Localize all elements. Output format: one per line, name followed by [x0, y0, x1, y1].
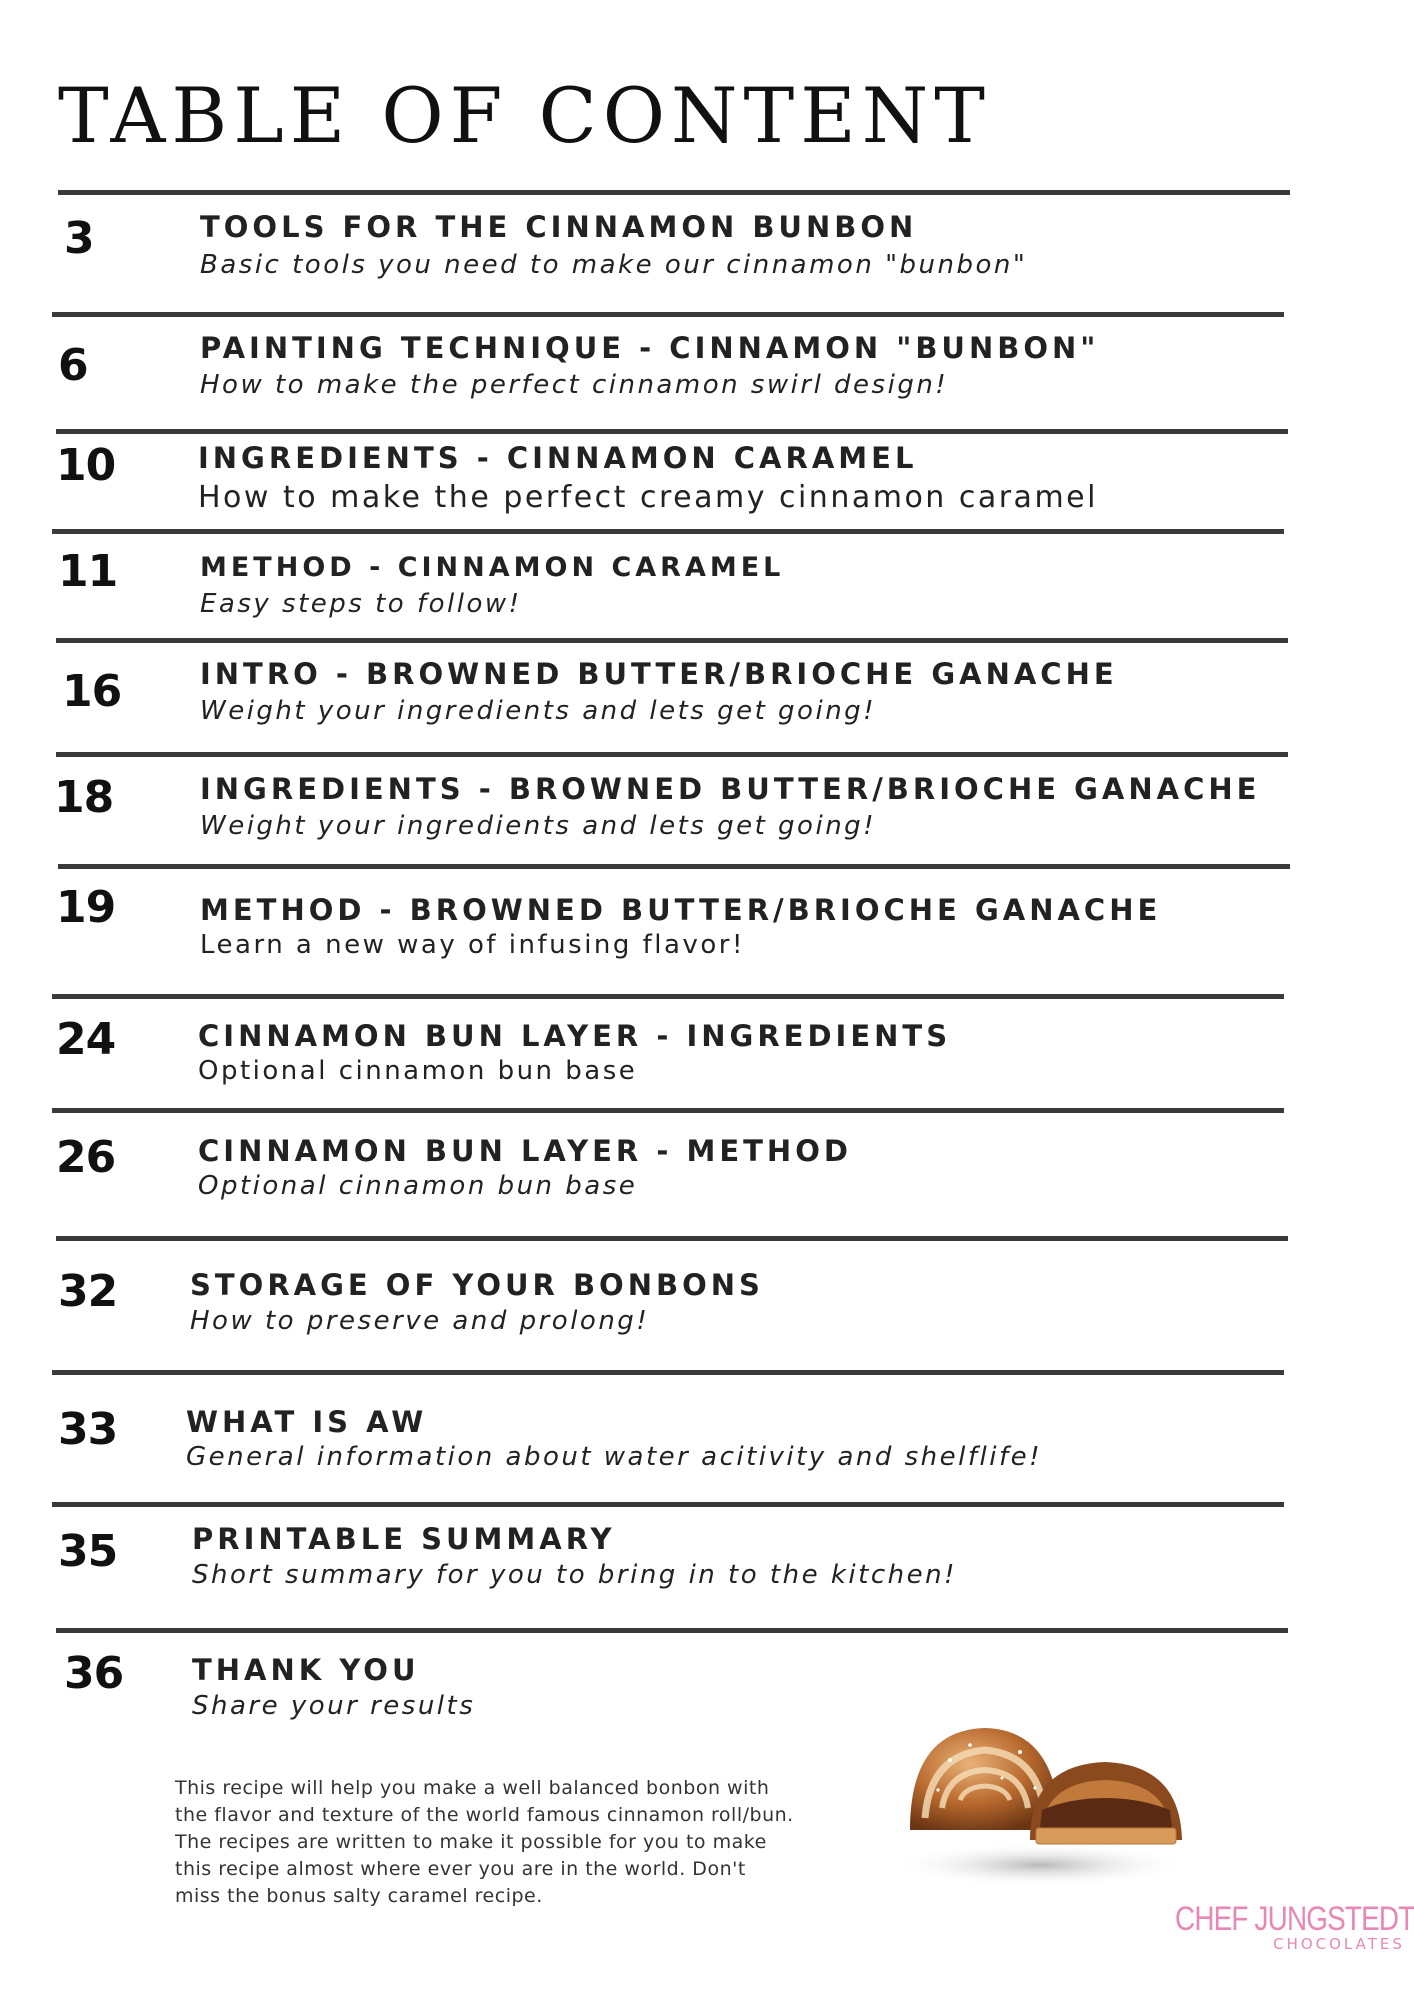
- entry-subtitle: Optional cinnamon bun base: [198, 1171, 638, 1201]
- divider: [56, 1236, 1288, 1241]
- divider: [52, 1370, 1284, 1375]
- entry-subtitle: How to make the perfect creamy cinnamon caramel: [198, 480, 1098, 515]
- cinnamon-bonbon-photo: [890, 1690, 1230, 1890]
- divider: [56, 752, 1288, 757]
- entry-subtitle: Learn a new way of infusing flavor!: [200, 930, 745, 960]
- page-number: 24: [56, 1014, 116, 1065]
- entry-heading: STORAGE OF YOUR BONBONS: [190, 1268, 764, 1302]
- entry-heading: INGREDIENTS - BROWNED BUTTER/BRIOCHE GANACHE: [200, 772, 1261, 806]
- entry-subtitle: Weight your ingredients and lets get going!: [200, 696, 877, 726]
- divider: [52, 1502, 1284, 1507]
- divider: [56, 429, 1288, 434]
- entry-heading: INTRO - BROWNED BUTTER/BRIOCHE GANACHE: [200, 657, 1118, 691]
- page-number: 33: [58, 1404, 118, 1455]
- page-number: 11: [58, 546, 118, 597]
- entry-subtitle: How to preserve and prolong!: [190, 1306, 650, 1336]
- entry-subtitle: General information about water acitivity and shelflife!: [186, 1442, 1043, 1472]
- intro-paragraph: This recipe will help you make a well balanced bonbon with the flavor and texture of the world famous cinnamon roll/bun. The recipes are written to make it possible for you to make this recipe almost where ever you are in the world. Don't miss the bonus salty caramel recipe.: [175, 1777, 794, 1907]
- entry-subtitle: Weight your ingredients and lets get going!: [200, 811, 877, 841]
- brand-subtitle: CHOCOLATES: [1273, 1935, 1405, 1953]
- page-number: 35: [58, 1526, 118, 1577]
- entry-heading: PRINTABLE SUMMARY: [192, 1522, 616, 1556]
- divider: [52, 529, 1284, 534]
- divider: [52, 1108, 1284, 1113]
- entry-subtitle: Optional cinnamon bun base: [198, 1056, 638, 1086]
- entry-heading: METHOD - BROWNED BUTTER/BRIOCHE GANACHE: [200, 893, 1162, 927]
- entry-heading: PAINTING TECHNIQUE - CINNAMON "BUNBON": [200, 331, 1100, 365]
- page-number: 36: [64, 1648, 124, 1699]
- page-number: 19: [56, 882, 116, 933]
- entry-subtitle: Easy steps to follow!: [200, 589, 522, 619]
- divider: [52, 994, 1284, 999]
- divider: [52, 312, 1284, 317]
- page-number: 26: [56, 1132, 116, 1183]
- page-title: TABLE OF CONTENT: [58, 71, 991, 160]
- entry-subtitle: How to make the perfect cinnamon swirl design!: [200, 370, 949, 400]
- divider: [58, 190, 1290, 195]
- page-number: 16: [62, 666, 122, 717]
- page-number: 32: [58, 1266, 118, 1317]
- entry-subtitle: Share your results: [192, 1691, 476, 1721]
- page-number: 3: [64, 213, 94, 264]
- brand-logo: [1175, 1900, 1414, 1953]
- divider: [58, 864, 1290, 869]
- entry-heading: WHAT IS AW: [186, 1405, 428, 1439]
- entry-subtitle: Short summary for you to bring in to the kitchen!: [192, 1560, 957, 1590]
- page-number: 18: [54, 772, 114, 823]
- entry-heading: METHOD - CINNAMON CARAMEL: [200, 552, 785, 583]
- divider: [56, 1628, 1288, 1633]
- page-number: 10: [56, 440, 116, 491]
- entry-heading: THANK YOU: [192, 1653, 420, 1687]
- entry-heading: TOOLS FOR THE CINNAMON BUNBON: [200, 210, 918, 244]
- divider: [56, 638, 1288, 643]
- brand-name: CHEF JUNGSTEDT: [1175, 1900, 1414, 1938]
- page-number: 6: [58, 340, 88, 391]
- entry-subtitle: Basic tools you need to make our cinnamon "bunbon": [200, 250, 1028, 280]
- entry-heading: CINNAMON BUN LAYER - METHOD: [198, 1134, 852, 1168]
- entry-heading: CINNAMON BUN LAYER - INGREDIENTS: [198, 1019, 952, 1053]
- entry-heading: INGREDIENTS - CINNAMON CARAMEL: [198, 441, 918, 475]
